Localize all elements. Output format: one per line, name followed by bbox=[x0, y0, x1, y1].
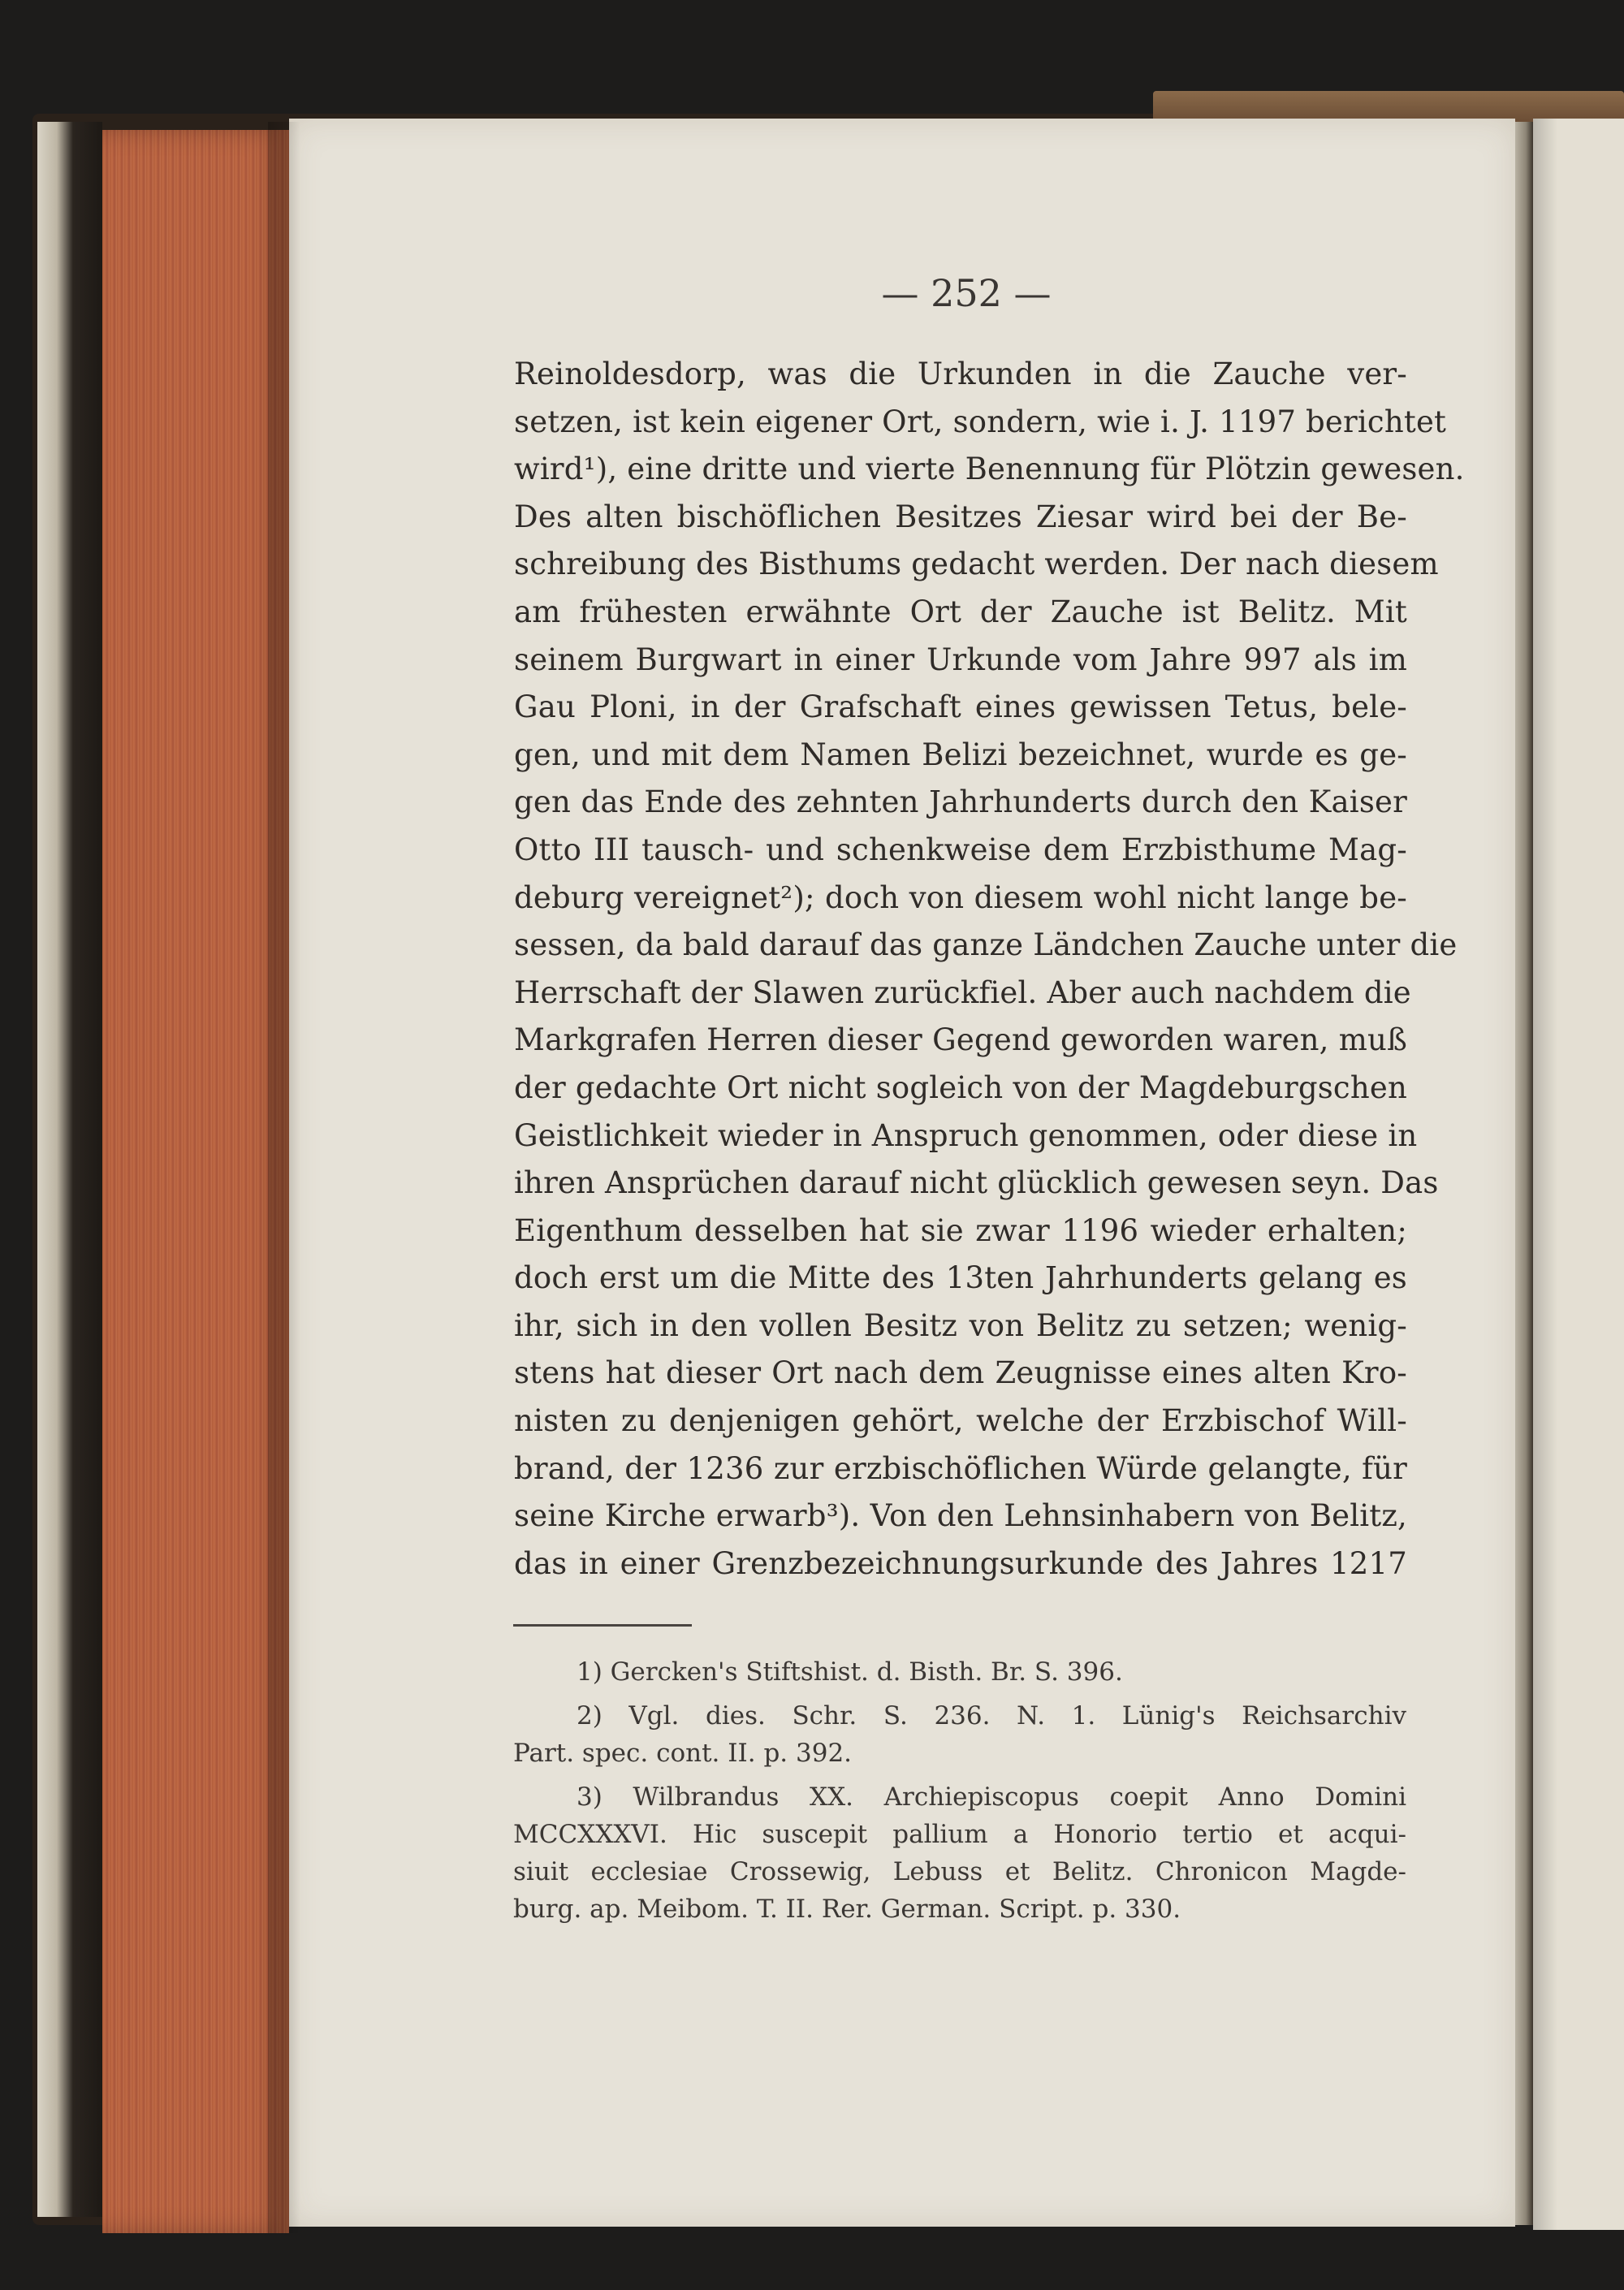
footnote-line: MCCXXXVI. Hic suscepit pallium a Honorio tertio et acqui- bbox=[513, 1820, 1406, 1849]
footnote-line: Part. spec. cont. II. p. 392. bbox=[513, 1739, 853, 1768]
book-spine bbox=[37, 122, 102, 2217]
page-number: — 252 — bbox=[881, 271, 1052, 315]
text-line: seinem Burgwart in einer Urkunde vom Jahre 997 als im bbox=[514, 642, 1407, 677]
page-edges bbox=[102, 130, 289, 2233]
footnote-line: siuit ecclesiae Crossewig, Lebuss et Belitz. Chronicon Magde- bbox=[513, 1857, 1406, 1886]
text-line: am frühesten erwähnte Ort der Zauche ist Belitz. Mit bbox=[514, 594, 1407, 629]
footnote-line: 1) Gercken's Stiftshist. d. Bisth. Br. S. 396. bbox=[577, 1657, 1123, 1687]
book-gutter bbox=[1515, 122, 1533, 2225]
body-text bbox=[514, 351, 1465, 1588]
text-line: Des alten bischöflichen Besitzes Ziesar wird bei der Be- bbox=[514, 499, 1407, 534]
text-line: Markgrafen Herren dieser Gegend geworden waren, muß bbox=[514, 1022, 1407, 1058]
footnote-2 bbox=[513, 1697, 1406, 1772]
text-line: doch erst um die Mitte des 13ten Jahrhunderts gelang es bbox=[514, 1260, 1407, 1296]
text-line: stens hat dieser Ort nach dem Zeugnisse eines alten Kro- bbox=[514, 1355, 1407, 1391]
text-line: Geistlichkeit wieder in Anspruch genommen, oder diese in bbox=[514, 1117, 1418, 1153]
footnote-line: burg. ap. Meibom. T. II. Rer. German. Script. p. 330. bbox=[513, 1895, 1181, 1924]
text-line: seine Kirche erwarb³). Von den Lehnsinhabern von Belitz, bbox=[514, 1498, 1407, 1534]
text-line: der gedachte Ort nicht sogleich von der Magdeburgschen bbox=[514, 1069, 1407, 1105]
footnote-1 bbox=[513, 1653, 1406, 1691]
footnote-line: 2) Vgl. dies. Schr. S. 236. N. 1. Lünig's Reichsarchiv bbox=[577, 1701, 1406, 1730]
text-line: Eigenthum desselben hat sie zwar 1196 wieder erhalten; bbox=[514, 1212, 1407, 1248]
text-line: ihr, sich in den vollen Besitz von Belitz zu setzen; wenig- bbox=[514, 1307, 1407, 1343]
text-line: ihren Ansprüchen darauf nicht glücklich gewesen seyn. Das bbox=[514, 1165, 1439, 1201]
text-line: gen das Ende des zehnten Jahrhunderts durch den Kaiser bbox=[514, 784, 1407, 820]
text-line: gen, und mit dem Namen Belizi bezeichnet, wurde es ge- bbox=[514, 737, 1407, 772]
footnote-line: 3) Wilbrandus XX. Archiepiscopus coepit Anno Domini bbox=[577, 1782, 1406, 1812]
footnote-rule bbox=[513, 1624, 692, 1627]
text-line: setzen, ist kein eigener Ort, sondern, wie i. J. 1197 berichtet bbox=[514, 404, 1447, 439]
right-page-shadow bbox=[1533, 119, 1557, 2230]
text-line: nisten zu denjenigen gehört, welche der Erzbischof Will- bbox=[514, 1403, 1407, 1439]
text-line: wird¹), eine dritte und vierte Benennung für Plötzin gewesen. bbox=[514, 452, 1465, 487]
text-line: brand, der 1236 zur erzbischöflichen Würde gelangte, für bbox=[514, 1450, 1407, 1486]
text-line: Herrschaft der Slawen zurückfiel. Aber auch nachdem die bbox=[514, 974, 1411, 1010]
text-line: schreibung des Bisthums gedacht werden. Der nach diesem bbox=[514, 547, 1439, 582]
text-line: Reinoldesdorp, was die Urkunden in die Zauche ver- bbox=[514, 356, 1407, 391]
footnotes bbox=[513, 1653, 1406, 1934]
text-line: deburg vereignet²); doch von diesem wohl nicht lange be- bbox=[514, 879, 1407, 915]
text-line: Otto III tausch- und schenkweise dem Erzbisthume Mag- bbox=[514, 832, 1407, 867]
page-shadow bbox=[268, 122, 300, 2233]
text-line: Gau Ploni, in der Grafschaft eines gewissen Tetus, bele- bbox=[514, 689, 1407, 725]
text-line: das in einer Grenzbezeichnungsurkunde des Jahres 1217 bbox=[514, 1545, 1407, 1581]
text-line: sessen, da bald darauf das ganze Ländchen Zauche unter die bbox=[514, 927, 1458, 963]
footnote-3 bbox=[513, 1778, 1406, 1928]
